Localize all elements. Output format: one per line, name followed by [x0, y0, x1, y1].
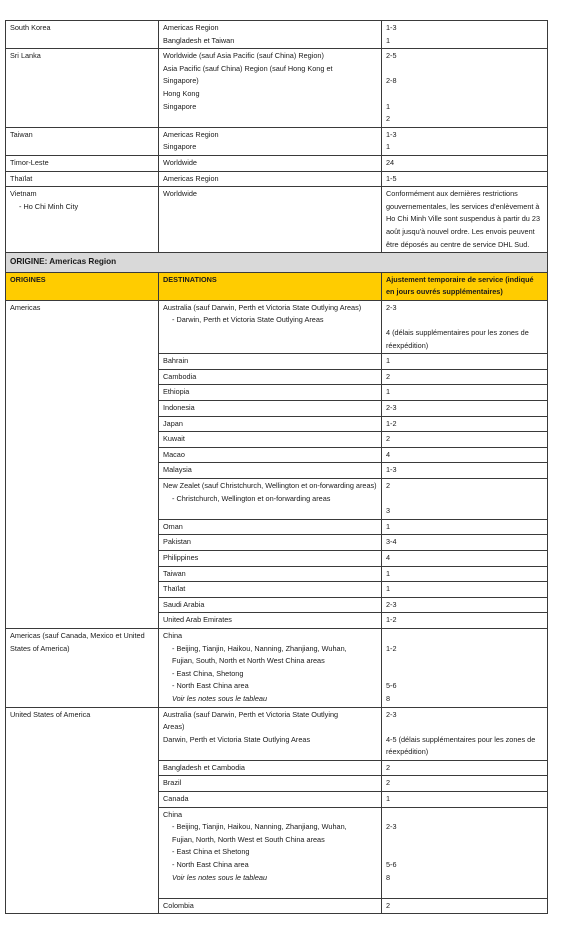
- adjustment-cell: [382, 354, 548, 370]
- cell-text: Worldwide (sauf Asia Pacific (sauf China) Region): [163, 51, 324, 61]
- cell-text: Taiwan: [163, 568, 186, 578]
- table-row: [6, 187, 548, 253]
- cell-text: 4-5 (délais supplémentaires pour les zones de réexpédition): [386, 734, 536, 757]
- table-row: [6, 21, 548, 49]
- cell-text: United Arab Emirates: [163, 615, 232, 625]
- cell-text: 1-5: [386, 173, 397, 183]
- cell-text: 1: [386, 794, 391, 804]
- origin-cell: [6, 628, 159, 707]
- destination-cell: [159, 401, 382, 417]
- cell-text: Indonesia: [163, 403, 195, 413]
- cell-text: 2: [386, 778, 391, 788]
- cell-text: 1: [386, 584, 391, 594]
- destination-cell: [159, 707, 382, 760]
- table-row: [6, 707, 548, 760]
- adjustment-cell: [382, 760, 548, 776]
- origin-cell: [6, 187, 159, 253]
- adjustment-cell: [382, 792, 548, 808]
- cell-text: 2-3: [386, 709, 397, 719]
- service-adjustment-table: [5, 20, 548, 914]
- cell-text: 2-3: [386, 822, 397, 832]
- adjustment-cell: [382, 447, 548, 463]
- cell-text: 2-5: [386, 51, 397, 61]
- cell-text: 8: [386, 693, 391, 703]
- cell-text: Japan: [163, 418, 183, 428]
- origin-cell: [6, 21, 159, 49]
- cell-text: Americas: [10, 302, 41, 312]
- adjustment-cell: [382, 127, 548, 155]
- adjustment-cell: [382, 369, 548, 385]
- cell-text: 1-2: [386, 418, 397, 428]
- cell-text: Worldwide: [163, 157, 197, 167]
- cell-text: Vietnam: [10, 189, 37, 199]
- cell-text: Oman: [163, 521, 183, 531]
- destination-cell: [159, 187, 382, 253]
- service-note: Conformément aux dernières restrictions gouvernementales, les services d'enlèvement à Ho Chi Minh Ville sont suspendus à partir du 23 août jusqu'à nouvel ordre. Les envois peuvent être déposés au centre de service DHL Sud.: [386, 189, 540, 249]
- cell-text: Bangladesh et Cambodia: [163, 762, 245, 772]
- cell-text: Bangladesh et Taiwan: [163, 35, 235, 45]
- destination-cell: [159, 535, 382, 551]
- cell-text: Fujian, South, North et North West China areas: [172, 656, 325, 666]
- cell-text: Australia (sauf Darwin, Perth et Victoria State Outlying Areas): [163, 302, 362, 312]
- header-destinations: DESTINATIONS: [159, 272, 382, 300]
- cell-text: Thaïlat: [10, 173, 33, 183]
- cell-text: 2-8: [386, 76, 397, 86]
- cell-text: China: [163, 809, 183, 819]
- origin-cell: [6, 300, 159, 628]
- adjustment-cell: [382, 707, 548, 760]
- origin-cell: [6, 171, 159, 187]
- adjustment-cell: [382, 401, 548, 417]
- adjustment-cell: [382, 582, 548, 598]
- cell-text: 8: [386, 872, 391, 882]
- cell-text: 2: [386, 900, 391, 910]
- adjustment-cell: [382, 479, 548, 520]
- cell-text: Singapore): [163, 76, 199, 86]
- adjustment-cell: [382, 416, 548, 432]
- cell-text: Cambodia: [163, 371, 197, 381]
- cell-text: 1: [386, 142, 391, 152]
- cell-text: Americas Region: [163, 23, 219, 32]
- adjustment-cell: [382, 385, 548, 401]
- cell-text: 2-3: [386, 403, 397, 413]
- cell-text: Canada: [163, 794, 189, 804]
- cell-text: Ethiopia: [163, 387, 190, 397]
- destination-cell: [159, 385, 382, 401]
- destination-cell: [159, 416, 382, 432]
- cell-text: Americas (sauf Canada, Mexico et United States of America): [10, 630, 145, 653]
- adjustment-cell: [382, 155, 548, 171]
- cell-text: 1: [386, 356, 391, 366]
- cell-text: Philippines: [163, 552, 199, 562]
- cell-text: 1-3: [386, 129, 397, 139]
- section-row: [6, 253, 548, 273]
- cell-text: Saudi Arabia: [163, 599, 205, 609]
- cell-text: Americas Region: [163, 173, 219, 183]
- adjustment-cell: [382, 535, 548, 551]
- cell-text: 1: [386, 101, 391, 111]
- destination-cell: [159, 582, 382, 598]
- cell-text: Americas Region: [163, 129, 219, 139]
- cell-text: 2-3: [386, 302, 397, 312]
- adjustment-cell: [382, 49, 548, 128]
- cell-text: China: [163, 630, 183, 640]
- cell-text: Macao: [163, 449, 185, 459]
- cell-text: 1-3: [386, 465, 397, 475]
- destination-cell: [159, 447, 382, 463]
- cell-text: 1: [386, 568, 391, 578]
- cell-text: 1: [386, 521, 391, 531]
- adjustment-cell: [382, 776, 548, 792]
- cell-text: Hong Kong: [163, 88, 200, 98]
- destination-cell: [159, 463, 382, 479]
- cell-text: Darwin, Perth et Victoria State Outlying Areas: [163, 734, 311, 744]
- destination-cell: [159, 550, 382, 566]
- table-row: [6, 628, 548, 707]
- adjustment-cell: [382, 300, 548, 353]
- table-body: [6, 21, 548, 914]
- cell-text: Voir les notes sous le tableau: [172, 872, 268, 882]
- cell-text: - North East China area: [172, 681, 249, 691]
- cell-text: 4 (délais supplémentaires pour les zones de réexpédition): [386, 328, 529, 350]
- cell-text: United States of America: [10, 709, 91, 719]
- cell-text: Thaïlat: [163, 584, 186, 594]
- cell-text: Areas): [163, 722, 185, 732]
- cell-text: Asia Pacific (sauf China) Region (sauf Hong Kong et: [163, 63, 333, 73]
- cell-text: - North East China area: [172, 860, 249, 870]
- adjustment-cell: [382, 597, 548, 613]
- destination-cell: [159, 171, 382, 187]
- destination-cell: [159, 566, 382, 582]
- adjustment-cell: [382, 187, 548, 253]
- cell-text: 1-3: [386, 23, 397, 32]
- cell-text: 2: [386, 434, 391, 444]
- header-adjustment: Ajustement temporaire de service (indiqué en jours ouvrés supplémentaires): [382, 272, 548, 300]
- table-row: [6, 127, 548, 155]
- destination-cell: [159, 519, 382, 535]
- destination-cell: [159, 127, 382, 155]
- cell-text: Fujian, North, North West et South China areas: [172, 834, 325, 844]
- section-title: ORIGINE: Americas Region: [6, 253, 548, 273]
- origin-cell: [6, 155, 159, 171]
- table-row: [6, 155, 548, 171]
- cell-text: 1-2: [386, 643, 397, 653]
- cell-text: Singapore: [163, 101, 197, 111]
- adjustment-cell: [382, 628, 548, 707]
- adjustment-cell: [382, 432, 548, 448]
- cell-text: 2: [386, 481, 391, 490]
- destination-cell: [159, 432, 382, 448]
- cell-text: Malaysia: [163, 465, 192, 475]
- cell-text: - Christchurch, Wellington et on-forwarding areas: [172, 493, 331, 503]
- table-row: [6, 171, 548, 187]
- cell-text: 1: [386, 387, 391, 397]
- cell-text: 1-2: [386, 615, 397, 625]
- header-row: [6, 272, 548, 300]
- cell-text: Worldwide: [163, 189, 197, 199]
- adjustment-cell: [382, 898, 548, 914]
- cell-text: Brazil: [163, 778, 182, 788]
- destination-cell: [159, 369, 382, 385]
- cell-text: 2: [386, 762, 391, 772]
- cell-text: New Zealet (sauf Christchurch, Wellington et on-forwarding areas): [163, 481, 377, 490]
- destination-cell: [159, 597, 382, 613]
- destination-cell: [159, 49, 382, 128]
- destination-cell: [159, 792, 382, 808]
- adjustment-cell: [382, 171, 548, 187]
- cell-text: 4: [386, 552, 391, 562]
- origin-cell: [6, 127, 159, 155]
- origin-cell: [6, 707, 159, 914]
- destination-cell: [159, 776, 382, 792]
- destination-cell: [159, 479, 382, 520]
- cell-text: 2: [386, 114, 391, 124]
- destination-cell: [159, 898, 382, 914]
- destination-cell: [159, 760, 382, 776]
- cell-text: - Ho Chi Minh City: [19, 201, 79, 211]
- cell-text: Singapore: [163, 142, 197, 152]
- destination-cell: [159, 628, 382, 707]
- table-row: [6, 300, 548, 353]
- cell-text: - East China, Shetong: [172, 668, 244, 678]
- table-row: [6, 49, 548, 128]
- header-origins: ORIGINES: [6, 272, 159, 300]
- cell-text: Bahrain: [163, 356, 189, 366]
- cell-text: 3-4: [386, 537, 397, 547]
- cell-text: 2-3: [386, 599, 397, 609]
- destination-cell: [159, 155, 382, 171]
- cell-text: Taiwan: [10, 129, 33, 139]
- adjustment-cell: [382, 519, 548, 535]
- adjustment-cell: [382, 463, 548, 479]
- cell-text: - Darwin, Perth et Victoria State Outlying Areas: [172, 315, 324, 325]
- adjustment-cell: [382, 21, 548, 49]
- cell-text: Voir les notes sous le tableau: [172, 693, 268, 703]
- cell-text: South Korea: [10, 23, 51, 32]
- cell-text: 2: [386, 371, 391, 381]
- adjustment-cell: [382, 550, 548, 566]
- cell-text: Pakistan: [163, 537, 191, 547]
- cell-text: 1: [386, 35, 391, 45]
- cell-text: - Beijing, Tianjin, Haikou, Nanning, Zhanjiang, Wuhan,: [172, 643, 347, 653]
- adjustment-cell: [382, 807, 548, 898]
- cell-text: Australia (sauf Darwin, Perth et Victoria State Outlying: [163, 709, 339, 719]
- cell-text: 3: [386, 506, 391, 516]
- adjustment-cell: [382, 566, 548, 582]
- destination-cell: [159, 300, 382, 353]
- cell-text: Timor-Leste: [10, 157, 49, 167]
- cell-text: - Beijing, Tianjin, Haikou, Nanning, Zhanjiang, Wuhan,: [172, 822, 347, 832]
- cell-text: - East China et Shetong: [172, 847, 250, 857]
- cell-text: Colombia: [163, 900, 194, 910]
- adjustment-cell: [382, 613, 548, 629]
- origin-cell: [6, 49, 159, 128]
- cell-text: 4: [386, 449, 391, 459]
- cell-text: 24: [386, 157, 395, 167]
- cell-text: Kuwait: [163, 434, 185, 444]
- cell-text: 5-6: [386, 860, 397, 870]
- cell-text: Sri Lanka: [10, 51, 41, 61]
- cell-text: 5-6: [386, 681, 397, 691]
- destination-cell: [159, 354, 382, 370]
- destination-cell: [159, 807, 382, 898]
- destination-cell: [159, 613, 382, 629]
- destination-cell: [159, 21, 382, 49]
